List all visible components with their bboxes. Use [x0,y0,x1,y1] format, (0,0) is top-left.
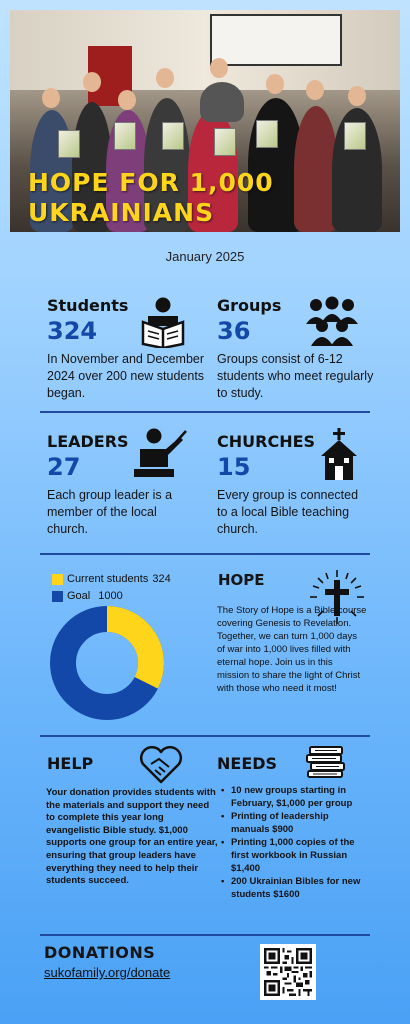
legend-swatch-goal [52,591,63,602]
stat-churches-label: CHURCHES [217,432,316,451]
needs-list [219,785,369,902]
photo-person-head [306,80,324,100]
stat-churches-value: 15 [217,453,251,481]
stat-leaders-label: LEADERS [47,432,129,451]
stat-students-label: Students [47,296,129,315]
legend-current-value: 324 [152,573,171,585]
help-title: HELP [47,754,94,773]
needs-title: NEEDS [217,754,278,773]
legend-goal-value: 1000 [98,590,123,602]
hero-title [28,168,388,228]
church-icon [318,428,360,480]
qr-code-graphic [264,948,312,996]
stat-churches-desc: Every group is connected to a local Bible teaching church. [217,488,359,536]
hero-title-line1: HOPE FOR 1,000 [28,168,274,197]
books-icon [306,746,346,778]
photo-person-head [266,74,284,94]
needs-item: • Printing 1,000 copies of the first workbook in Russian $1,400 [219,837,369,875]
legend-goal-label: Goal [67,590,91,602]
photo-workbook [344,122,366,150]
photo-workbook [256,120,278,148]
photo-person [200,82,244,122]
section-divider [40,411,370,413]
photo-person-head [83,72,101,92]
help-text: Your donation provides students with the materials and support they need to complete this year long evangelistic Bible study. $1,000 supports one group for an entire year, ensuring that group leaders have everything they need to help their students succeed. [46,787,218,887]
photo-workbook [214,128,236,156]
photo-workbook [58,130,80,158]
donut-chart [50,606,164,720]
report-date: January 2025 [165,249,245,264]
legend-current-students [52,573,171,585]
section-divider [40,553,370,555]
donations-title: DONATIONS [44,943,156,962]
hero-title-line2: UKRAINIANS [28,198,215,227]
stat-groups-value: 36 [217,317,251,345]
donate-link[interactable]: sukofamily.org/donate [44,965,171,980]
stat-groups-desc: Groups consist of 6-12 students who meet regularly to study. [217,352,374,400]
reader-icon [140,296,186,348]
photo-person-head [348,86,366,106]
group-icon [304,296,360,346]
hope-title: HOPE [218,571,265,589]
qr-code-icon[interactable] [260,944,316,1000]
hope-text: The Story of Hope is a Bible course covering Genesis to Revelation. Together, we can turn 1,000 days of war into 1,000 lives filled with eternal hope. Join us in this mission to share the light of Christ with those who need it most! [217,605,367,694]
photo-person-head [118,90,136,110]
teacher-icon [132,427,190,479]
stat-students [47,296,212,402]
photo-person-head [156,68,174,88]
photo-projector-screen [210,14,342,66]
needs-item: • 10 new groups starting in February, $1,000 per group [219,785,369,810]
needs-item: • 200 Ukrainian Bibles for new students $1600 [219,876,369,901]
legend-swatch-current [52,574,63,585]
stat-students-value: 324 [47,317,98,345]
stat-students-desc: In November and December 2024 over 200 new students began. [47,352,205,400]
photo-workbook [162,122,184,150]
section-divider [40,735,370,737]
photo-person-head [210,58,228,78]
stat-leaders-value: 27 [47,453,81,481]
hero-photo [10,10,400,232]
stat-groups-label: Groups [217,296,282,315]
section-divider [40,934,370,936]
needs-item: • Printing of leadership manuals $900 [219,811,369,836]
photo-workbook [114,122,136,150]
stat-leaders-desc: Each group leader is a member of the local church. [47,488,173,536]
legend-goal [52,590,123,602]
handshake-icon [138,746,184,784]
photo-person-head [42,88,60,108]
legend-current-label: Current students [67,573,149,585]
